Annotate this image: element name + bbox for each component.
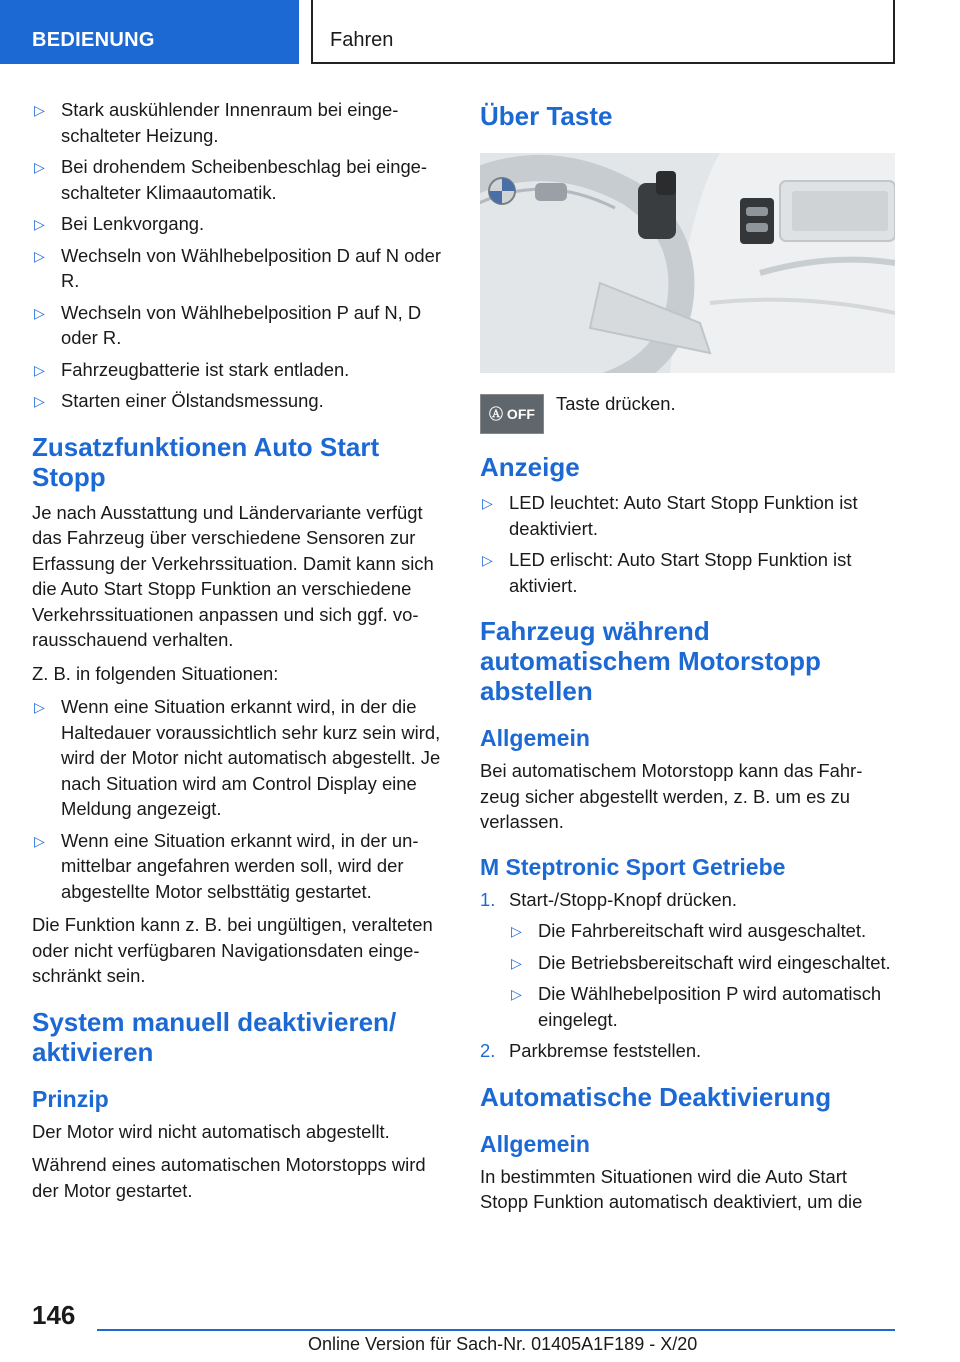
paragraph-zusatzfunktionen: Je nach Ausstattung und Ländervariante verfügt das Fahrzeug über verschiedene Sensoren zur Erfassung der Verkehrssituation. Damit kann sich die Auto Start Stopp Funktion an verschiedene Verkehrssituationen anpassen und sich ggf. vorausschauend verhalten. — [32, 501, 434, 650]
paragraph-navigation-limit: Die Funktion kann z. B. bei ungültigen, veralteten oder nicht verfügbaren Navigationsdaten eingeschränkt sein. — [32, 914, 433, 986]
heading-zusatzfunktionen: Zusatzfunktionen Auto Start Stopp — [32, 431, 380, 492]
step-item: 1. Start-/Stopp-Knopf drücken. ▷ Die Fahrbereitschaft wird ausgeschaltet. ▷ Die Betriebsbereitschaft wird eingeschaltet. ▷ Die Wählhebelposition P wird automatisch eingelegt. — [480, 887, 896, 1033]
bullet-triangle-icon: ▷ — [511, 923, 522, 939]
list-item: ▷ Die Betriebsbereitschaft wird eingeschaltet. — [509, 950, 896, 976]
heading-allgemein-1: Allgemein — [480, 725, 590, 751]
bullet-triangle-icon: ▷ — [482, 552, 493, 568]
list-item: ▷ Die Wählhebelposition P wird automatisch eingelegt. — [511, 983, 882, 1030]
list-item: ▷ Wenn eine Situation erkannt wird, in der unmittelbar angefahren werden soll, wird der abgestellte Motor selbsttätig gestartet. — [34, 829, 419, 902]
list-item: ▷ Die Fahrbereitschaft wird ausgeschaltet. — [509, 918, 896, 944]
bullet-triangle-icon: ▷ — [34, 159, 45, 175]
bullet-triangle-icon: ▷ — [34, 699, 45, 715]
section-tab: BEDIENUNG — [0, 0, 299, 64]
bullet-triangle-icon: ▷ — [34, 304, 45, 321]
list-item: ▷ LED erlischt: Auto Start Stopp Funktion ist aktiviert. — [482, 549, 852, 596]
bullet-triangle-icon: ▷ — [34, 393, 45, 409]
list-item: ▷ Wechseln von Wählhebelposition P auf N, D oder R. — [34, 301, 422, 348]
anzeige-list — [480, 490, 896, 598]
list-item: ▷ Fahrzeugbatterie ist stark entladen. — [32, 357, 448, 383]
step-item: 2. Parkbremse feststellen. — [480, 1038, 896, 1064]
heading-allgemein-2: Allgemein — [480, 1130, 590, 1157]
right-column — [480, 97, 896, 1223]
dashboard-photo — [480, 153, 895, 373]
paragraph-allgemein-2: In bestimmten Situationen wird die Auto Start Stopp Funktion automatisch deaktiviert, um die — [480, 1165, 863, 1212]
paragraph-allgemein-1: Bei automatischem Motorstopp kann das Fahrzeug sicher abgestellt werden, z. B. um es zu verlassen. — [480, 760, 863, 832]
heading-ueber-taste: Über Taste — [480, 101, 613, 131]
list-item: ▷ LED leuchtet: Auto Start Stopp Funktion ist deaktiviert. — [482, 492, 858, 539]
list-item: ▷ Bei drohendem Scheibenbeschlag bei eingeschalteter Klimaautomatik. — [34, 156, 428, 203]
bullet-triangle-icon: ▷ — [34, 216, 45, 232]
step-number: 1. — [480, 888, 496, 910]
button-instruction-text: Taste drücken. — [556, 393, 676, 414]
footer-online-version: Online Version für Sach-Nr. 01405A1F189 - X/20 — [308, 1334, 698, 1354]
button-instruction — [480, 394, 896, 434]
conditions-list — [32, 97, 448, 414]
bullet-triangle-icon: ▷ — [511, 986, 522, 1002]
footer-divider — [97, 1329, 895, 1331]
bullet-triangle-icon: ▷ — [482, 495, 493, 511]
list-item: ▷ Stark auskühlender Innenraum bei eingeschalteter Heizung. — [34, 99, 399, 146]
left-column — [32, 97, 448, 1211]
list-item: ▷ Wechseln von Wählhebelposition D auf N oder R. — [34, 244, 441, 291]
situations-list — [32, 694, 448, 904]
page-number: 146 — [32, 1300, 76, 1330]
bullet-triangle-icon: ▷ — [34, 832, 45, 849]
heading-automatische-deaktivierung: Automatische Deaktivierung — [480, 1081, 832, 1112]
list-item: ▷ Bei Lenkvorgang. — [32, 211, 448, 237]
heading-anzeige: Anzeige — [480, 452, 580, 482]
heading-system-manuell: System manuell deaktivieren/ aktivieren — [32, 1006, 397, 1067]
heading-prinzip: Prinzip — [32, 1085, 109, 1112]
heading-steptronic: M Steptronic Sport Getriebe — [480, 853, 786, 880]
bullet-triangle-icon: ▷ — [511, 954, 522, 971]
list-item: ▷ Starten einer Ölstandsmessung. — [32, 388, 448, 414]
heading-fahrzeug-abstellen: Fahrzeug während automatischem Motorstopp abstellen — [480, 616, 821, 706]
chapter-tab: Fahren — [311, 0, 895, 64]
bullet-triangle-icon: ▷ — [34, 102, 45, 118]
auto-start-stop-off-icon: Ⓐ OFF — [480, 394, 544, 434]
bullet-triangle-icon: ▷ — [34, 247, 45, 264]
list-item: ▷ Wenn eine Situation erkannt wird, in der die Haltedauer voraussichtlich sehr kurz sein wird, wird der Motor nicht automatisch abgestellt. Je nach Situation wird am Control Display eine Meldung angezeigt. — [34, 696, 441, 819]
paragraph-prinzip-2: Während eines automatischen Motorstopps wird der Motor gestartet. — [32, 1154, 426, 1201]
step-sublist — [509, 918, 896, 1032]
steps-list — [480, 887, 896, 1064]
paragraph-examples-intro: Z. B. in folgenden Situationen: — [32, 662, 279, 684]
step-number: 2. — [480, 1040, 496, 1061]
paragraph-prinzip-1: Der Motor wird nicht automatisch abgestellt. — [32, 1120, 390, 1142]
bullet-triangle-icon: ▷ — [34, 361, 45, 378]
